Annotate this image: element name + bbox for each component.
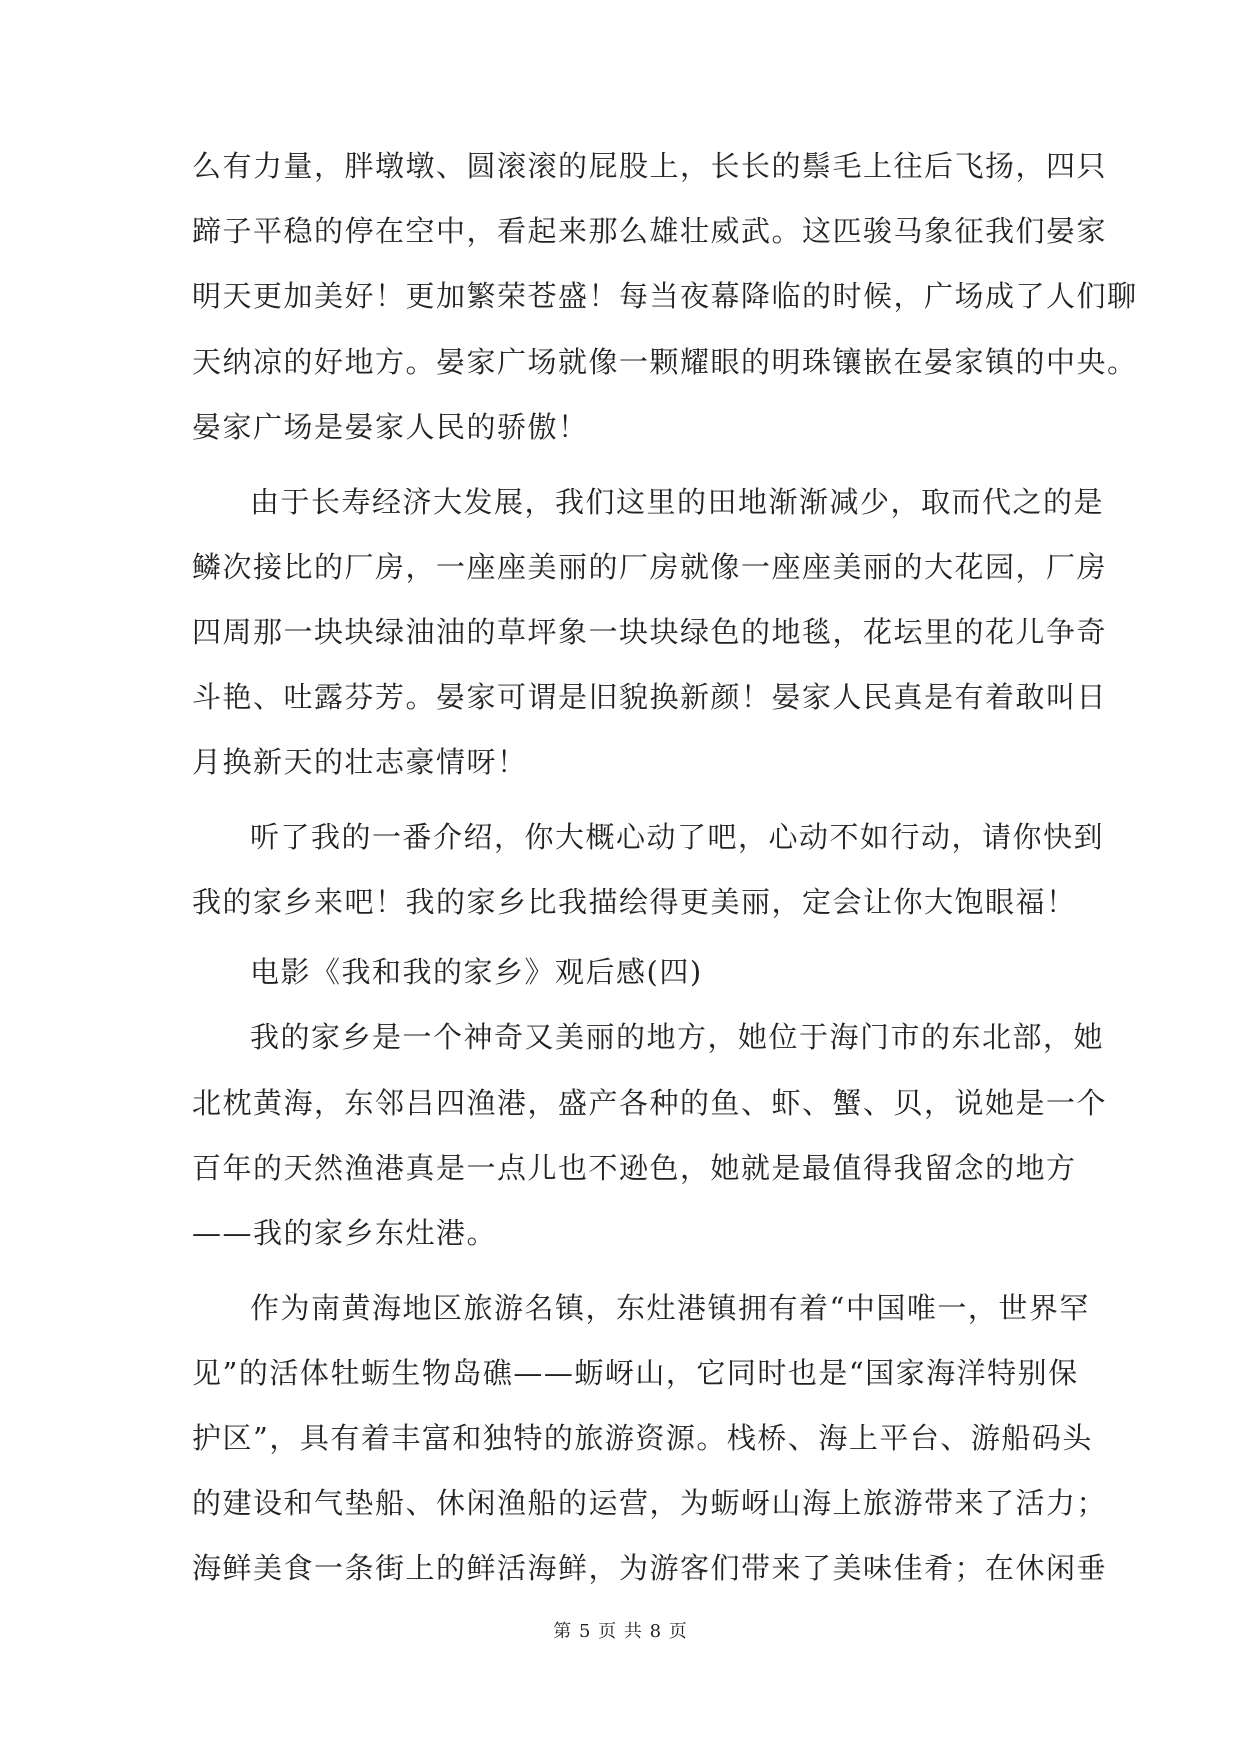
text-line: 的建设和气垫船、休闲渔船的运营，为蛎岈山海上旅游带来了活力； bbox=[192, 1486, 1108, 1520]
section-heading: 电影《我和我的家乡》观后感(四) bbox=[250, 955, 703, 989]
paragraph-start: 听了我的一番介绍，你大概心动了吧，心动不如行动，请你快到 bbox=[250, 820, 1105, 854]
text-line: 北枕黄海，东邻吕四渔港，盛产各种的鱼、虾、蟹、贝，说她是一个 bbox=[192, 1086, 1108, 1120]
page-number-footer: 第 5 页 共 8 页 bbox=[553, 1621, 688, 1642]
text-line: 斗艳、吐露芬芳。晏家可谓是旧貌换新颜！晏家人民真是有着敢叫日 bbox=[192, 680, 1108, 714]
paragraph-start: 由于长寿经济大发展，我们这里的田地渐渐减少，取而代之的是 bbox=[250, 485, 1105, 519]
paragraph-start: 我的家乡是一个神奇又美丽的地方，她位于海门市的东北部，她 bbox=[250, 1020, 1105, 1054]
text-line: 见”的活体牡蛎生物岛礁——蛎岈山，它同时也是“国家海洋特别保 bbox=[192, 1356, 1079, 1390]
text-line: 海鲜美食一条街上的鲜活海鲜，为游客们带来了美味佳肴；在休闲垂 bbox=[192, 1551, 1108, 1585]
text-line: 天纳凉的好地方。晏家广场就像一颗耀眼的明珠镶嵌在晏家镇的中央。 bbox=[192, 345, 1138, 379]
text-line: 蹄子平稳的停在空中，看起来那么雄壮威武。这匹骏马象征我们晏家 bbox=[192, 214, 1108, 248]
text-line: 百年的天然渔港真是一点儿也不逊色，她就是最值得我留念的地方 bbox=[192, 1151, 1077, 1185]
text-line: 月换新天的壮志豪情呀！ bbox=[192, 745, 528, 779]
text-line: 么有力量，胖墩墩、圆滚滚的屁股上，长长的鬃毛上往后飞扬，四只 bbox=[192, 149, 1108, 183]
text-line: 护区”，具有着丰富和独特的旅游资源。栈桥、海上平台、游船码头 bbox=[192, 1421, 1093, 1455]
text-line: ——我的家乡东灶港。 bbox=[192, 1216, 498, 1250]
text-line: 鳞次接比的厂房，一座座美丽的厂房就像一座座美丽的大花园，厂房 bbox=[192, 550, 1108, 584]
text-line: 我的家乡来吧！我的家乡比我描绘得更美丽，定会让你大饱眼福！ bbox=[192, 885, 1077, 919]
text-line: 明天更加美好！更加繁荣苍盛！每当夜幕降临的时候，广场成了人们聊 bbox=[192, 279, 1138, 313]
paragraph-start: 作为南黄海地区旅游名镇，东灶港镇拥有着“中国唯一，世界罕 bbox=[250, 1291, 1090, 1325]
text-line: 晏家广场是晏家人民的骄傲！ bbox=[192, 410, 589, 444]
text-line: 四周那一块块绿油油的草坪象一块块绿色的地毯，花坛里的花儿争奇 bbox=[192, 615, 1108, 649]
